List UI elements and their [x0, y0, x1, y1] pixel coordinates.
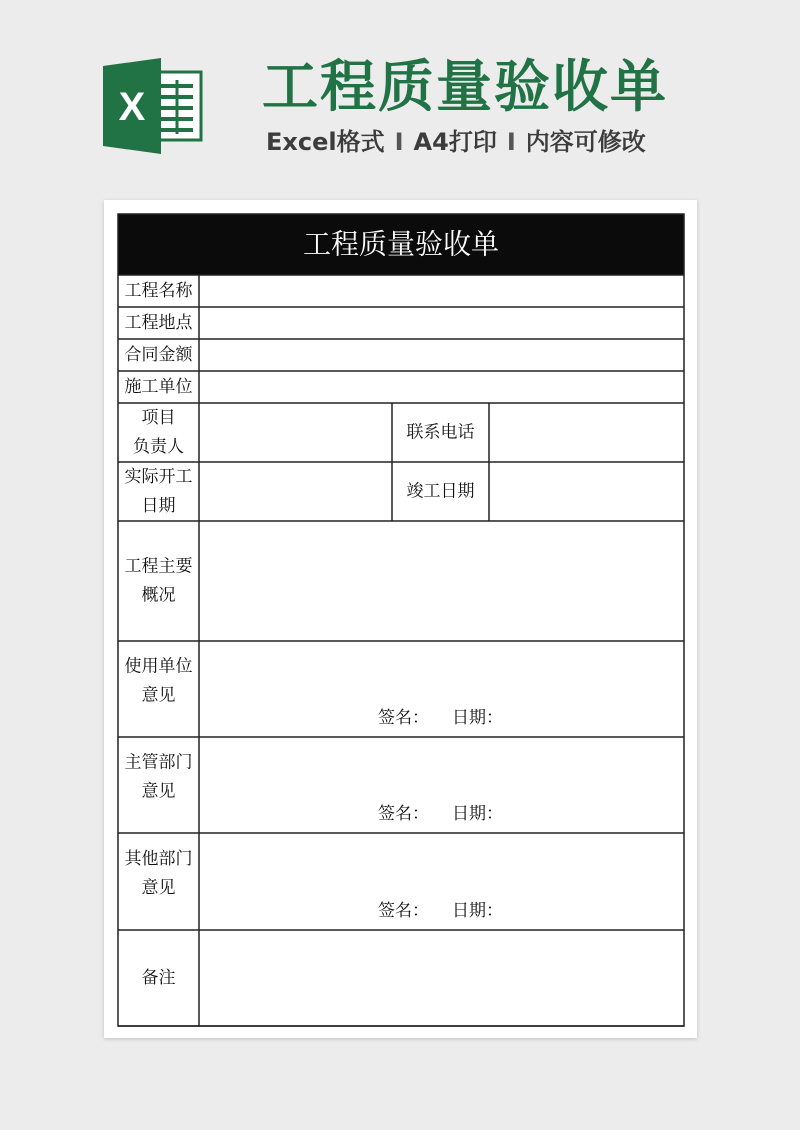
- form-title: 工程质量验收单: [302, 227, 500, 261]
- row-mid-label: 联系电话: [406, 422, 475, 443]
- banner: [0, 0, 800, 200]
- inspection-form-table: [104, 200, 697, 1038]
- signature-label: 签名：: [378, 804, 429, 824]
- date-label: 日期：: [452, 708, 503, 728]
- excel-logo-letter: X: [118, 85, 146, 129]
- subtitle-format: Excel格式: [266, 128, 385, 156]
- row-label: 备注: [141, 968, 176, 988]
- subtitle-print: A4打印: [413, 128, 497, 156]
- row-label: 工程地点: [124, 313, 193, 333]
- subtitle-separator: I: [506, 128, 516, 156]
- row-label: 主管部门: [124, 752, 193, 773]
- row-label: 工程名称: [124, 281, 193, 301]
- row-label: 项目: [141, 408, 176, 428]
- banner-subtitle: [266, 124, 646, 160]
- banner-title: 工程质量验收单: [262, 55, 668, 120]
- row-label: 负责人: [133, 437, 184, 457]
- subtitle-editable: 内容可修改: [525, 128, 646, 156]
- row-label: 使用单位: [124, 656, 193, 677]
- date-label: 日期：: [452, 901, 503, 921]
- row-label: 日期: [141, 496, 176, 516]
- row-label: 实际开工: [124, 467, 193, 487]
- date-label: 日期：: [452, 804, 503, 824]
- signature-label: 签名：: [378, 901, 429, 921]
- row-label: 施工单位: [124, 377, 193, 397]
- row-label: 意见: [141, 878, 176, 898]
- form-sheet: [104, 200, 697, 1038]
- row-mid-label: 竣工日期: [406, 481, 475, 502]
- row-label: 其他部门: [124, 849, 193, 869]
- excel-logo-icon: [103, 58, 203, 154]
- subtitle-separator: I: [394, 128, 404, 156]
- row-label: 合同金额: [124, 345, 193, 365]
- row-label: 工程主要: [124, 556, 193, 577]
- row-label: 意见: [141, 781, 176, 802]
- row-label: 概况: [141, 585, 176, 606]
- row-label: 意见: [141, 685, 176, 706]
- signature-label: 签名：: [378, 708, 429, 728]
